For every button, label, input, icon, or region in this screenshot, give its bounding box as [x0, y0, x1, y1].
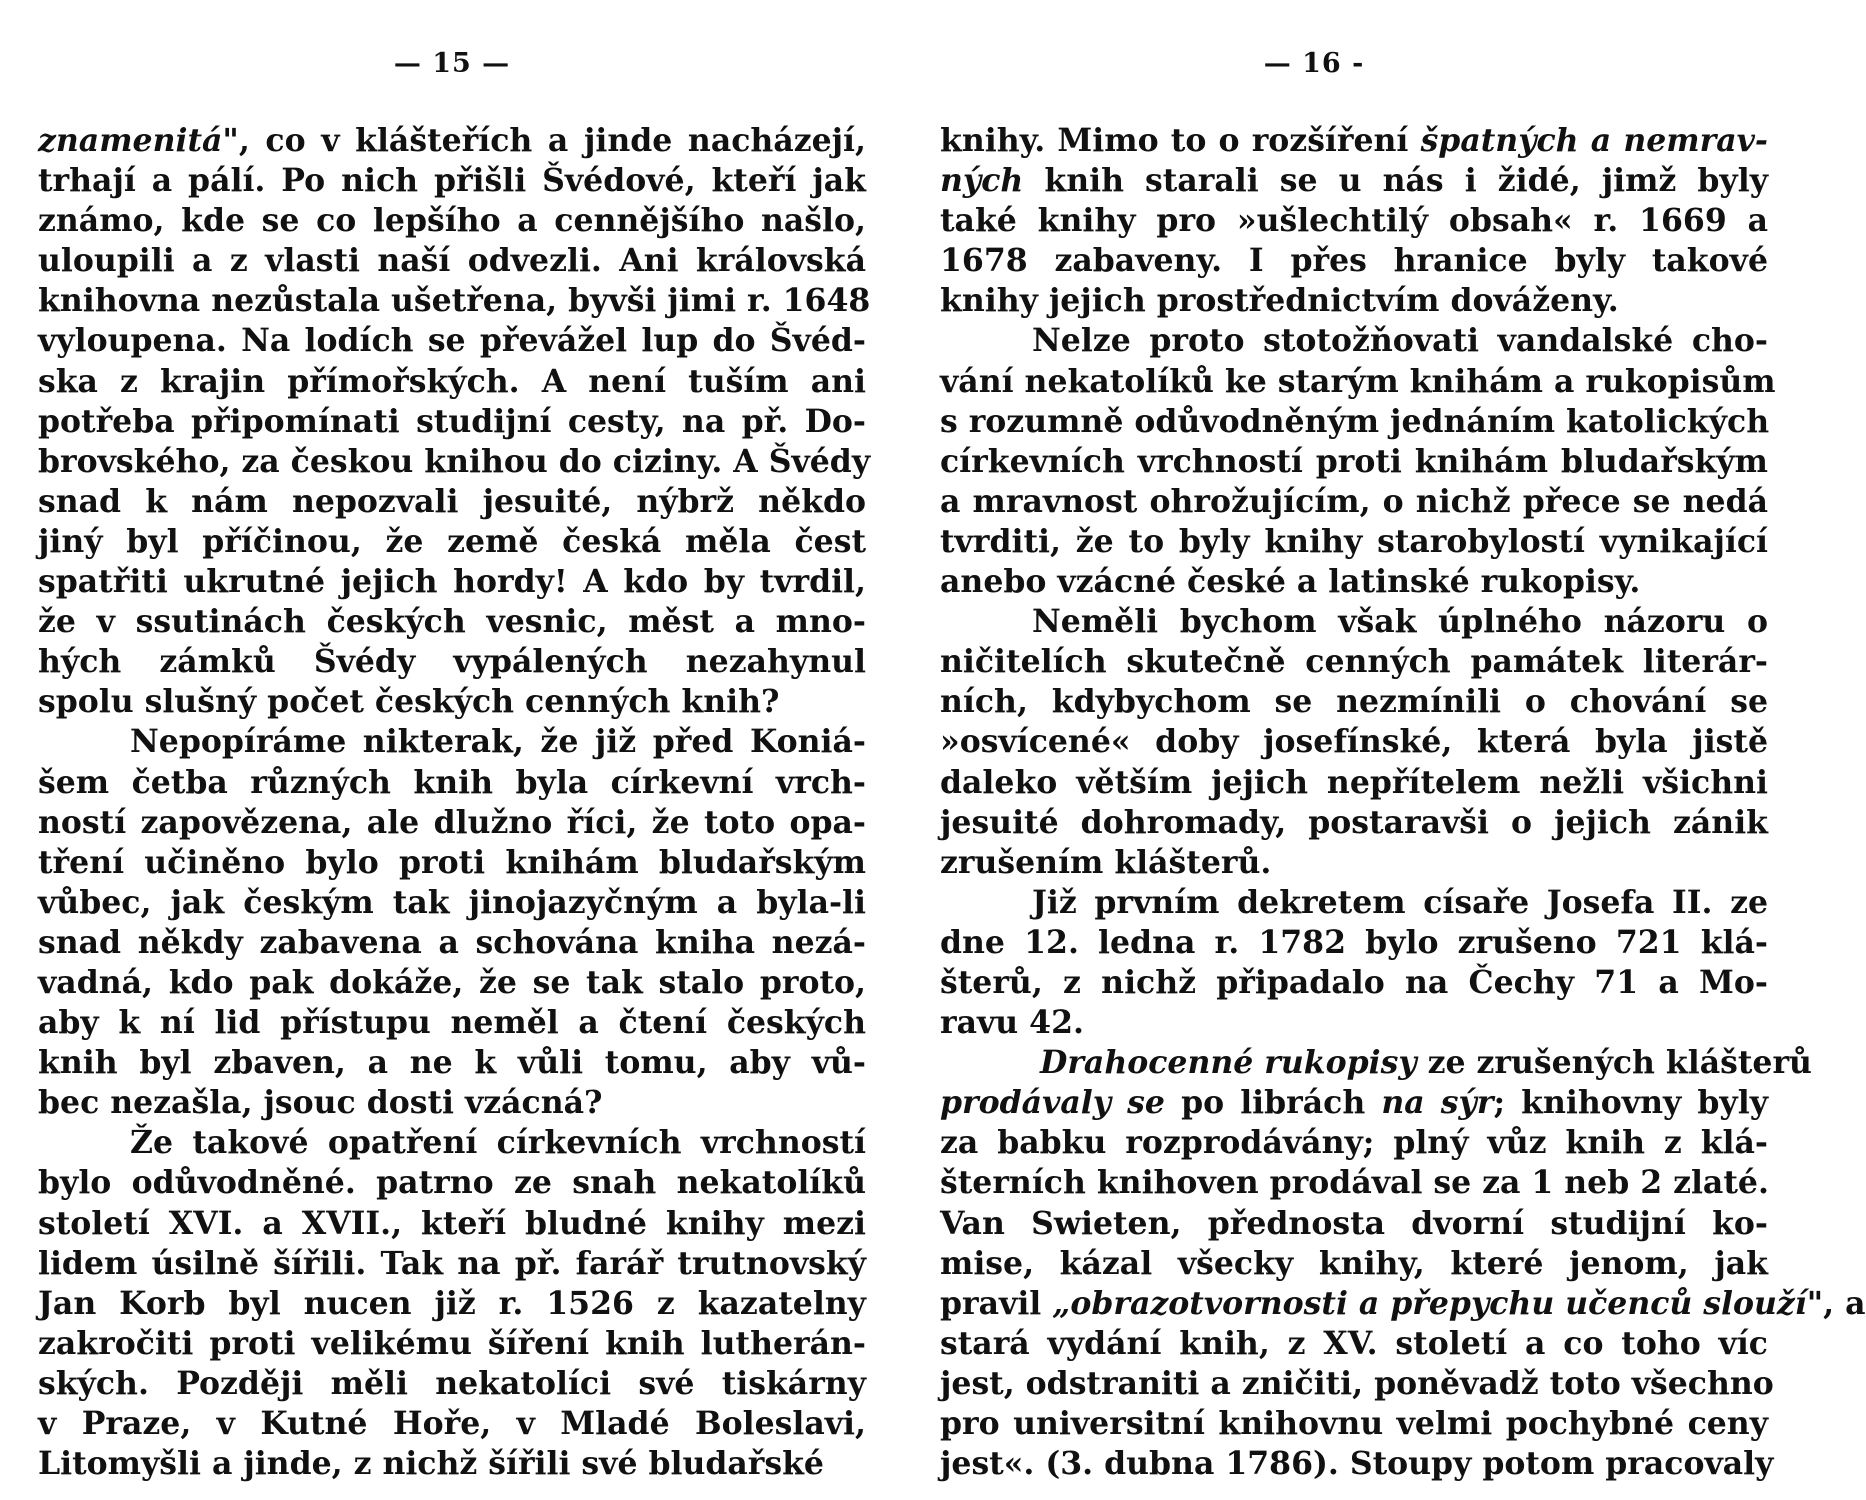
text-line: Nelze proto stotožňovati vandalské cho-: [1032, 322, 1768, 360]
line-text: aby k ní lid přístupu neměl a čtení českých: [38, 1004, 866, 1042]
text-line: dne 12. ledna r. 1782 bylo zrušeno 721 klá-: [940, 923, 1768, 961]
text-line: [38, 803, 866, 843]
line-text: Jan Korb byl nucen již r. 1526 z kazatelny: [38, 1284, 866, 1322]
text-line: ravu 42.: [940, 1004, 1084, 1042]
text-line: prodávaly se po librách na sýr; knihovny byly: [940, 1084, 1769, 1122]
text-line: [38, 562, 866, 602]
text-line: vání nekatolíků ke starým knihám a rukopisům: [940, 362, 1776, 400]
text-line: [38, 281, 871, 321]
text-line: za babku rozprodávány; plný vůz knih z klá-: [940, 1124, 1768, 1162]
text-line: [38, 1444, 866, 1484]
text-line: [38, 682, 866, 722]
text-line: [38, 1284, 866, 1324]
text-line: [38, 522, 866, 562]
line-text: Že takové opatření církevních vrchností: [130, 1124, 866, 1162]
line-text: snad někdy zabavena a schována kniha nezá-: [38, 923, 866, 961]
text-line: [38, 763, 866, 803]
text-line: šterů, z nichž připadalo na Čechy 71 a Mo-: [940, 963, 1768, 1001]
text-line: [38, 201, 866, 241]
line-text: že v ssutinách českých vesnic, měst a mno-: [38, 603, 866, 641]
text-line: ních, kdybychom se nezmínili o chování se: [940, 683, 1768, 721]
text-line: a mravnost ohrožujícím, o nichž přece se nedá: [940, 482, 1768, 520]
text-line: [38, 1163, 866, 1203]
text-line: [38, 1043, 866, 1083]
line-text: ských. Později měli nekatolíci své tiskárny: [38, 1364, 866, 1402]
line-text: knihovna nezůstala ušetřena, byvši jimi r. 1648: [38, 282, 871, 320]
text-line: jesuité dohromady, postaravši o jejich zánik: [940, 803, 1768, 841]
text-line: [38, 1324, 866, 1364]
text-line: Neměli bychom však úplného názoru o: [1032, 603, 1768, 641]
text-line: [38, 1204, 866, 1244]
text-line: zrušením klášterů.: [940, 843, 1272, 881]
page-text: [38, 121, 871, 1484]
line-text: uloupili a z vlasti naší odvezli. Ani královská: [38, 242, 866, 280]
line-text: hých zámků Švédy vypálených nezahynul: [38, 643, 866, 681]
page-number: — 16 -: [1263, 48, 1365, 79]
text-line: Již prvním dekretem císaře Josefa II. ze: [1032, 883, 1768, 921]
line-text: lidem úsilně šířili. Tak na př. farář trutnovský: [38, 1244, 866, 1282]
text-line: církevních vrchností proti knihám bludařským: [940, 442, 1768, 480]
left-page: [38, 0, 871, 1500]
line-text: ska z krajin přímořských. A není tuším ani: [38, 362, 866, 400]
right-page: [940, 0, 1866, 1500]
line-text: , co v klášteřích a jinde nacházejí,: [238, 122, 866, 159]
text-line: [38, 442, 871, 482]
page-text: [940, 121, 1866, 1484]
line-text: šem četba různých knih byla církevní vrch-: [38, 763, 866, 801]
text-line: stará vydání knih, z XV. století a co toho víc: [940, 1324, 1768, 1362]
text-line: pravil „obrazotvornosti a přepychu učenců slouží", a: [940, 1284, 1866, 1322]
text-line: [38, 963, 866, 1003]
text-line: šterních knihoven prodával se za 1 neb 2 zlaté.: [940, 1164, 1769, 1202]
text-line: anebo vzácné české a latinské rukopisy.: [940, 563, 1641, 601]
text-line: 1678 zabaveny. I přes hranice byly takové: [940, 242, 1768, 280]
text-line: Van Swieten, přednosta dvorní studijní ko-: [940, 1204, 1768, 1242]
emphasis: „obrazotvornosti a přepychu učenců slouží": [1052, 1284, 1824, 1322]
text-line: tvrditi, že to byly knihy starobylostí vynikající: [940, 522, 1768, 560]
text-line: [38, 642, 866, 682]
line-text: vůbec, jak českým tak jinojazyčným a byla-li: [38, 883, 866, 921]
line-text: zakročiti proti velikému šíření knih lutherán-: [38, 1324, 866, 1362]
text-line: daleko větším jejich nepřítelem nežli všichni: [940, 763, 1768, 801]
text-line: [38, 1123, 866, 1163]
line-text: bylo odůvodněné. patrno ze snah nekatolíků: [38, 1164, 866, 1202]
emphasis: prodávaly se: [940, 1084, 1165, 1122]
emphasis: špatných a nemrav-: [1420, 122, 1769, 159]
text-line: [38, 1003, 866, 1043]
text-line: [38, 602, 866, 642]
line-text: brovského, za českou knihou do ciziny. A Švédy: [38, 442, 871, 480]
text-line: [38, 321, 866, 361]
line-text: spatřiti ukrutné jejich hordy! A kdo by tvrdil,: [38, 563, 866, 601]
line-text: Litomyšli a jinde, z nichž šířili své bludařské: [38, 1445, 824, 1483]
text-line: [38, 362, 866, 402]
line-text: knih byl zbaven, a ne k vůli tomu, aby vů-: [38, 1044, 866, 1082]
text-line: ných knih starali se u nás i židé, jimž byly: [940, 162, 1768, 200]
text-line: [38, 121, 866, 161]
line-text: století XVI. a XVII., kteří bludné knihy mezi: [38, 1204, 866, 1242]
line-text: ností zapovězena, ale dlužno říci, že toto opa-: [38, 803, 866, 841]
line-text: známo, kde se co lepšího a cennějšího našlo,: [38, 202, 866, 240]
line-text: jiný byl příčinou, že země česká měla čest: [38, 522, 866, 560]
text-line: [38, 1244, 866, 1284]
emphasis: Drahocenné rukopisy: [1040, 1044, 1417, 1082]
text-line: [38, 1404, 866, 1444]
line-text: vyloupena. Na lodích se převážel lup do Švéd-: [38, 322, 866, 360]
text-line: Drahocenné rukopisy ze zrušených klášterů: [1040, 1044, 1812, 1082]
text-line: s rozumně odůvodněným jednáním katolických: [940, 402, 1770, 440]
text-line: [38, 883, 866, 923]
text-line: ničitelích skutečně cenných památek literár-: [940, 643, 1768, 681]
text-line: jest«. (3. dubna 1786). Stoupy potom pracovaly: [940, 1445, 1774, 1483]
text-line: [38, 923, 866, 963]
text-line: knihy jejich prostřednictvím dováženy.: [940, 282, 1619, 320]
text-line: »osvícené« doby josefínské, která byla jistě: [940, 723, 1768, 761]
text-line: [38, 402, 866, 442]
text-line: knihy. Mimo to o rozšíření špatných a nemrav-: [940, 122, 1769, 159]
emphasis: na sýr: [1381, 1084, 1494, 1122]
line-text: v Praze, v Kutné Hoře, v Mladé Boleslavi,: [38, 1405, 866, 1442]
text-line: [38, 1083, 866, 1123]
text-line: pro universitní knihovnu velmi pochybné ceny: [940, 1405, 1768, 1442]
text-line: [38, 482, 866, 522]
text-line: [38, 161, 866, 201]
line-text: bec nezašla, jsouc dosti vzácná?: [38, 1084, 603, 1122]
line-text: spolu slušný počet českých cenných knih?: [38, 683, 780, 721]
text-line: [38, 722, 866, 762]
page-number: — 15 —: [393, 48, 511, 79]
text-line: jest, odstraniti a zničiti, poněvadž toto všechno: [940, 1364, 1774, 1402]
text-line: [38, 241, 866, 281]
text-line: [38, 843, 866, 883]
text-line: mise, kázal všecky knihy, které jenom, jak: [940, 1244, 1768, 1282]
line-text: Nepopíráme nikterak, že již před Koniá-: [130, 723, 866, 761]
text-line: také knihy pro »ušlechtilý obsah« r. 1669 a: [940, 202, 1768, 240]
line-text: snad k nám nepozvali jesuité, nýbrž někdo: [38, 482, 866, 520]
emphasis: znamenitá": [38, 122, 239, 159]
line-text: tření učiněno bylo proti knihám bludařským: [38, 843, 866, 881]
line-text: vadná, kdo pak dokáže, že se tak stalo proto,: [38, 963, 866, 1001]
emphasis: ných: [940, 162, 1024, 200]
line-text: trhají a pálí. Po nich přišli Švédové, kteří jak: [38, 162, 866, 200]
text-line: [38, 1364, 866, 1404]
line-text: potřeba připomínati studijní cesty, na př. Do-: [38, 402, 866, 440]
